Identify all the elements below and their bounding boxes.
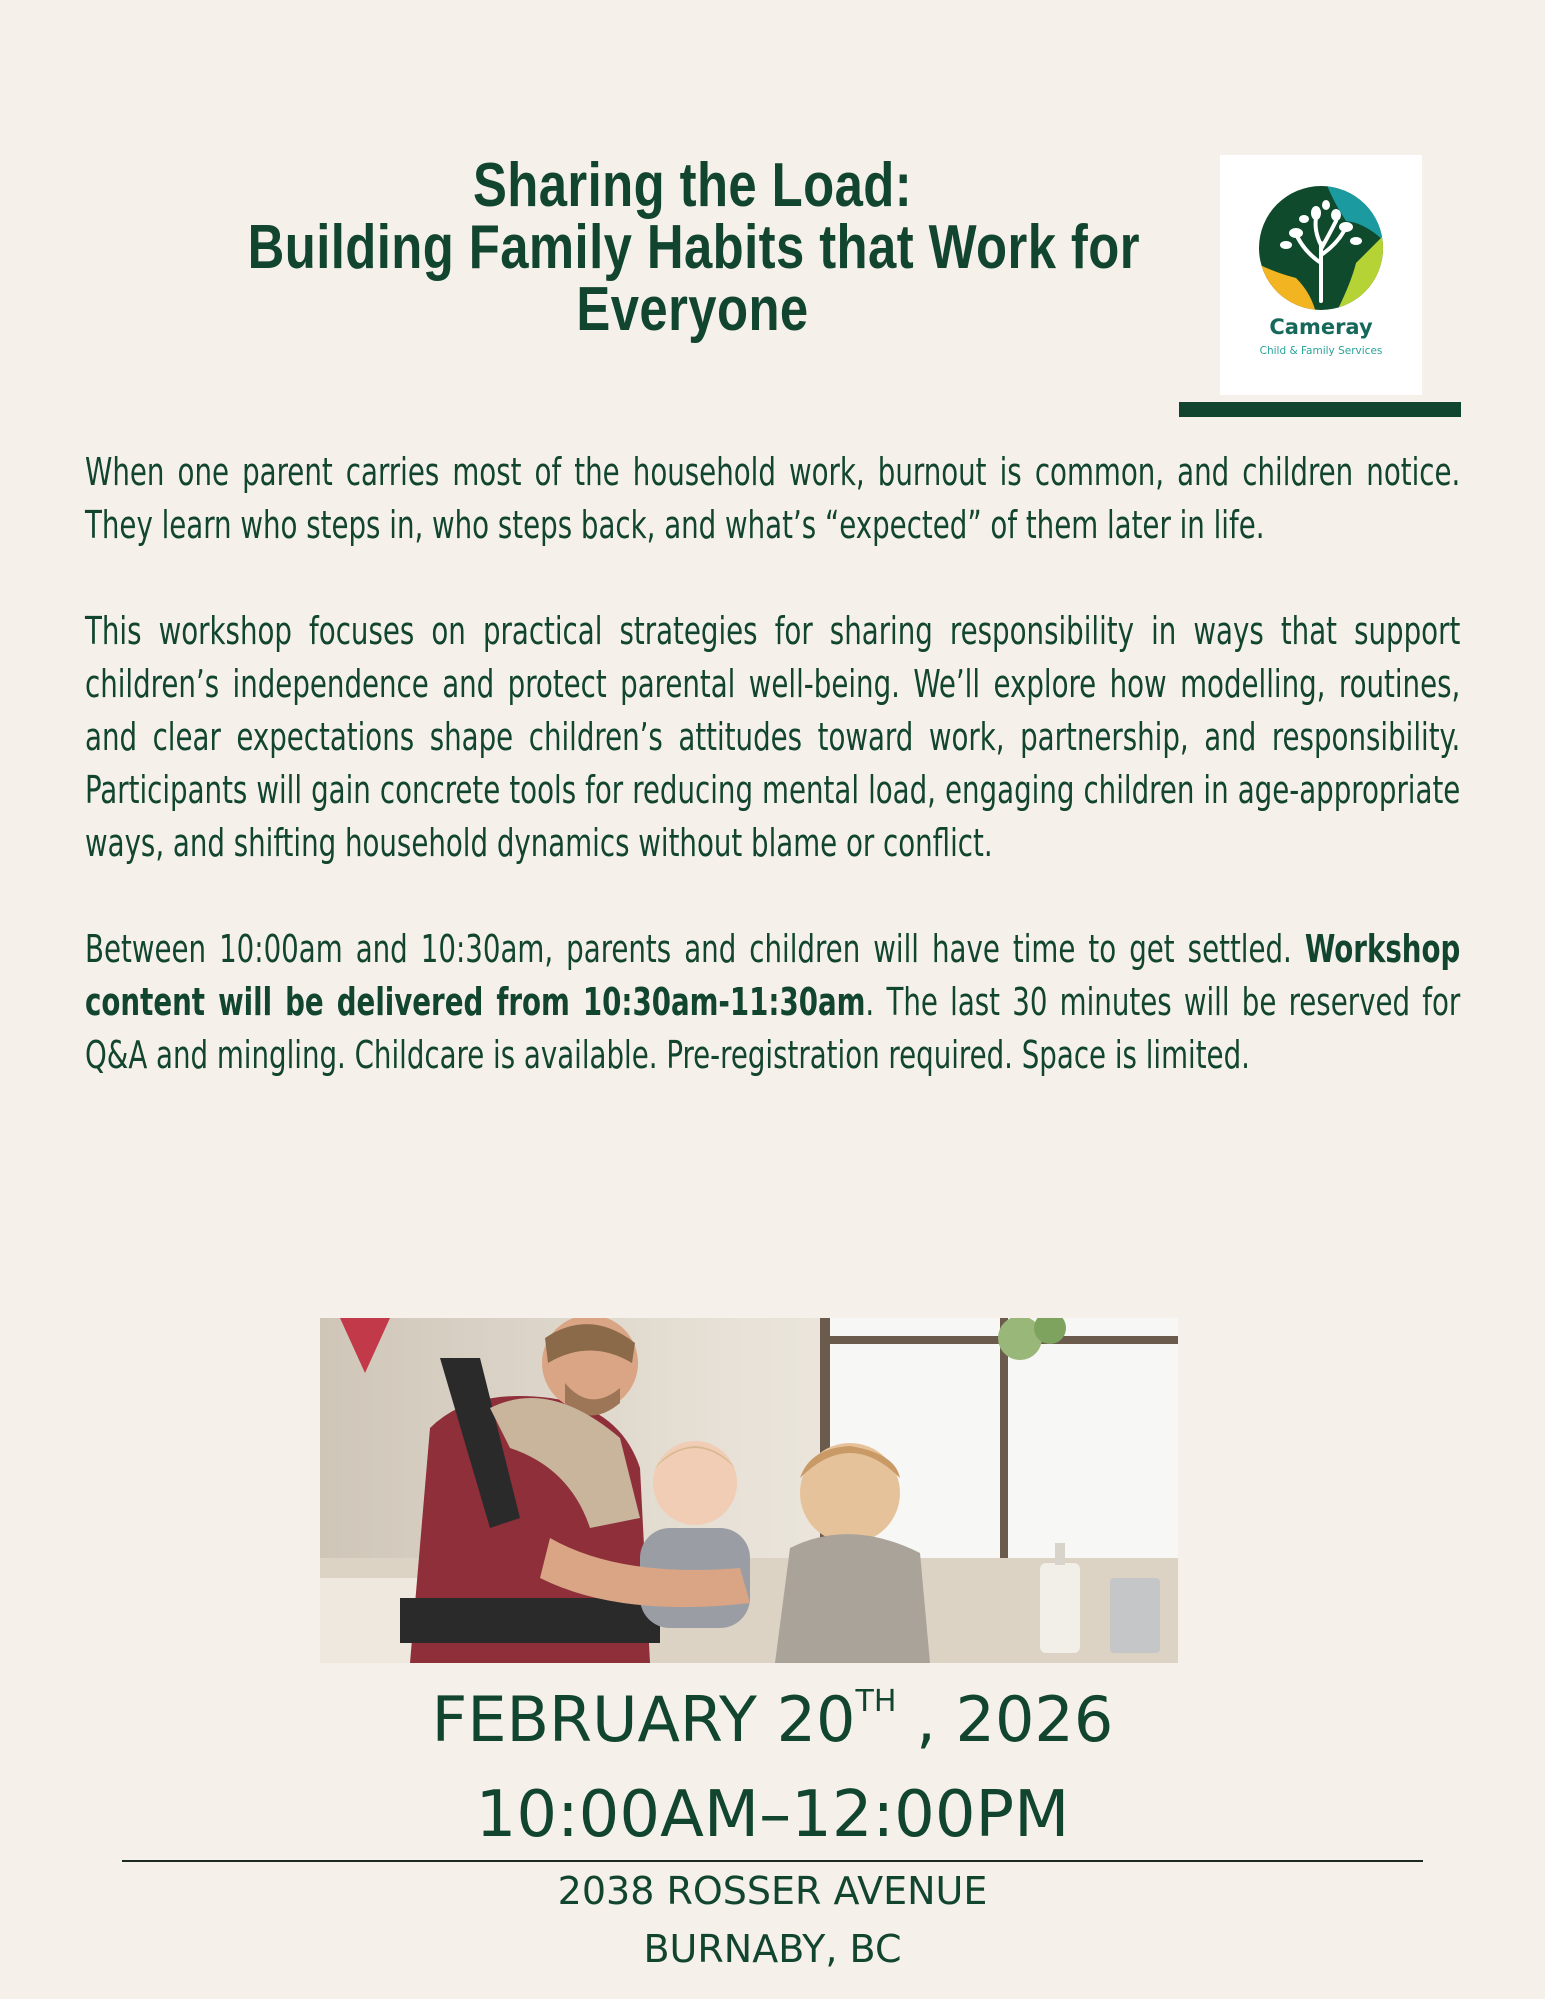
logo-name: Cameray [1269, 315, 1373, 339]
divider-line [122, 1860, 1423, 1862]
tree-logo-icon [1256, 183, 1386, 313]
paragraph-schedule [85, 923, 1460, 1082]
schedule-text-end: . The last 30 minutes will be reserved for Q&A and mingling. Childcare is available. Pre-registration required. Space is limited. [85, 980, 1461, 1077]
logo-subtitle: Child & Family Services [1259, 345, 1383, 357]
family-photo-image [320, 1318, 1178, 1663]
event-time: 10:00AM–12:00PM [475, 1778, 1070, 1852]
address-line-1: 2038 ROSSER AVENUE [557, 1869, 988, 1913]
paragraph-workshop: This workshop focuses on practical strategies for sharing responsibility in ways that support children’s independence and protect parental well-being. We’ll explore how modelling, routines, and clear expectations shape children’s attitudes toward work, partnership, and responsibility. Participants will gain concrete tools for reducing mental load, engaging children in age-appropriate ways, and shifting household dynamics without blame or conflict. [85, 609, 1461, 865]
page-title [247, 151, 1140, 344]
title-line-3: Everyone [576, 275, 809, 344]
family-photo [320, 1318, 1178, 1663]
schedule-text-bold: Workshop content will be delivered from 10:30am-11:30am [85, 927, 1461, 1024]
event-date [0, 1678, 1545, 1762]
event-date-main: FEBRUARY 20 [431, 1683, 856, 1756]
paragraph-intro: When one parent carries most of the household work, burnout is common, and children notice. They learn who steps in, who steps back, and what’s “expected” of them later in life. [85, 450, 1461, 547]
cameray-logo [1220, 155, 1422, 395]
body-text [85, 446, 1460, 1082]
title-line-1: Sharing the Load: [472, 151, 913, 220]
schedule-text-start: Between 10:00am and 10:30am, parents and children will have time to get settled. [85, 927, 1305, 971]
event-date-suffix: TH [855, 1684, 897, 1719]
title-line-2: Building Family Habits that Work for [247, 213, 1140, 282]
address-line-2: BURNABY, BC [643, 1927, 902, 1971]
event-date-year: , 2026 [896, 1683, 1114, 1756]
accent-bar [1179, 402, 1461, 417]
